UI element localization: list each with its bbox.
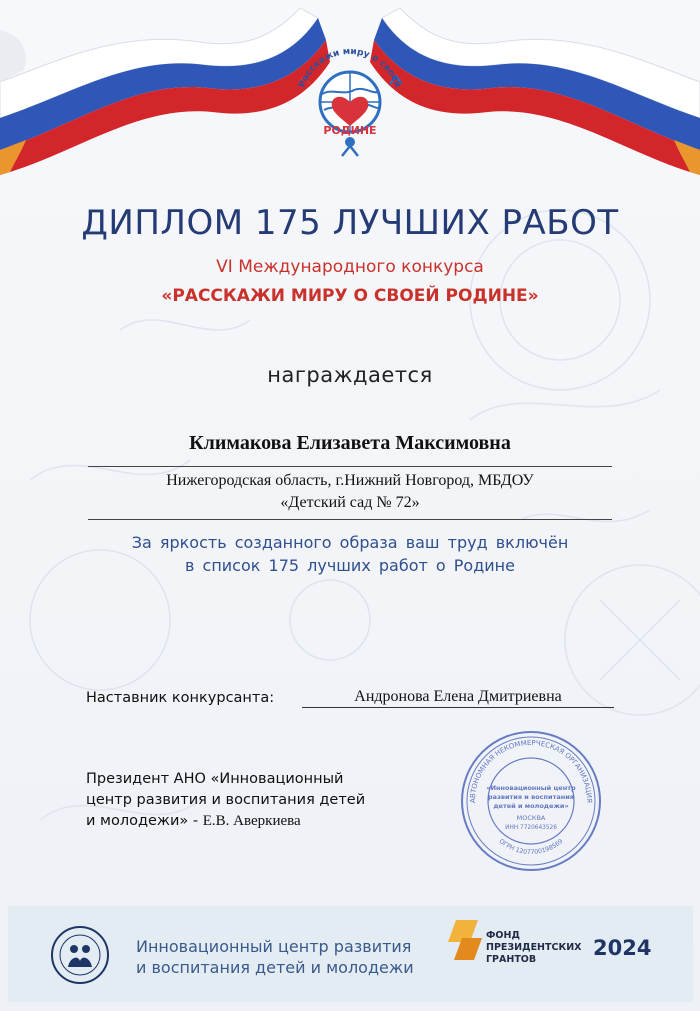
organization-line-1: Нижегородская область, г.Нижний Новгород, МБДОУ <box>166 472 534 489</box>
footer-org-name <box>136 936 414 978</box>
president-line-3-org: и молодежи» - <box>86 813 203 829</box>
mentor-name: Андронова Елена Дмитриевна <box>354 688 562 705</box>
fund-line-3: ГРАНТОВ <box>486 954 537 965</box>
organization-line-2: «Детский сад № 72» <box>280 494 420 511</box>
footer-org-line-1: Инновационный центр развития <box>136 937 412 956</box>
stamp-outer-text: АВТОНОМНАЯ НЕКОММЕРЧЕСКАЯ ОРГАНИЗАЦИЯ <box>468 738 594 804</box>
fund-line-1: ФОНД <box>486 930 520 941</box>
mentor-label: Наставник конкурсанта: <box>86 690 275 706</box>
president-line-1: Президент АНО «Инновационный <box>86 771 344 787</box>
contest-logo <box>288 44 412 164</box>
presidential-grants-fund-icon <box>448 918 482 962</box>
president-signature-block <box>86 769 426 832</box>
svg-text:ОГРН 1207700198569 <box>498 838 565 856</box>
stamp-center-line-2: развития и воспитания <box>488 793 574 801</box>
stamp-ogrn: ОГРН 1207700198569 <box>497 837 565 857</box>
fund-line-2: ПРЕЗИДЕНТСКИХ <box>486 942 582 953</box>
logo-arc-text: Расскажи миру о своей <box>297 46 403 90</box>
flag-ribbon-left <box>0 0 330 190</box>
diploma-title: ДИПЛОМ 175 ЛУЧШИХ РАБОТ <box>81 203 619 243</box>
recipient-name: Климакова Елизавета Максимовна <box>189 432 511 454</box>
organization-stamp <box>458 728 604 874</box>
contest-name: «РАССКАЖИ МИРУ О СВОЕЙ РОДИНЕ» <box>161 286 539 306</box>
diploma-subtitle: VI Международного конкурса <box>216 257 484 277</box>
stamp-center-line-1: «Инновационный центр <box>486 784 576 792</box>
footer-org-line-2: и воспитания детей и молодежи <box>136 958 414 977</box>
divider-line <box>88 466 612 467</box>
stamp-center-line-3: детей и молодежи» <box>493 802 569 810</box>
fund-name <box>486 930 582 966</box>
globe-heart-icon <box>288 44 412 164</box>
awarded-label: награждается <box>267 363 433 387</box>
president-line-3 <box>86 811 426 832</box>
president-name: Е.В. Аверкиева <box>202 813 301 829</box>
divider-line <box>88 519 612 520</box>
achievement-line-2: в список 175 лучших работ о Родине <box>185 556 515 575</box>
flag-ribbon-right <box>370 0 700 190</box>
president-line-2: центр развития и воспитания детей <box>86 792 366 808</box>
stamp-inn: ИНН 7720643526 <box>505 825 557 831</box>
footer-banner <box>8 906 693 1002</box>
footer-year: 2024 <box>593 936 652 960</box>
stamp-city: МОСКВА <box>516 814 546 822</box>
achievement-line-1: За яркость созданного образа ваш труд включён <box>131 533 569 552</box>
logo-bottom-text: РОДИНЕ <box>323 124 377 137</box>
organization-logo-icon <box>50 925 110 985</box>
signature-line <box>302 707 614 708</box>
